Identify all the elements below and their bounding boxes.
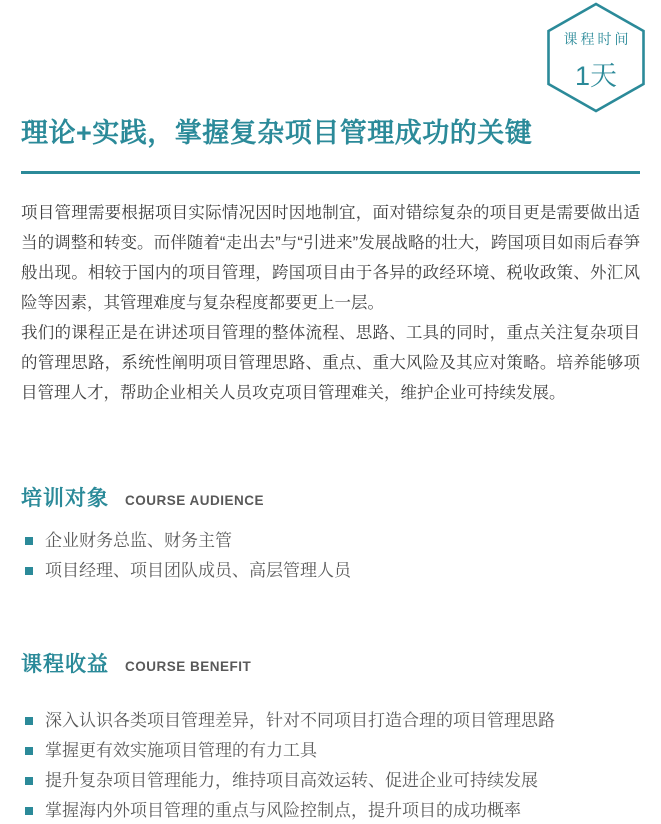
- list-item: [21, 796, 640, 824]
- list-item-text: 提升复杂项目管理能力，维持项目高效运转、促进企业可持续发展: [45, 771, 538, 790]
- intro-text: [21, 198, 640, 408]
- title-divider: [21, 171, 640, 174]
- intro-paragraph-1: 项目管理需要根据项目实际情况因时因地制宜，面对错综复杂的项目更是需要做出适当的调整和转变。而伴随着“走出去”与“引进来”发展战略的壮大，跨国项目如雨后春笋般出现。相较于国内的项目管理，跨国项目由于各异的政经环境、税收政策、外汇风险等因素，其管理难度与复杂程度都要更上一层。: [21, 204, 640, 312]
- section-audience: [21, 486, 640, 586]
- audience-list: [21, 526, 640, 586]
- list-item: [21, 766, 640, 796]
- benefit-list: [21, 706, 640, 824]
- list-item-text: 企业财务总监、财务主管: [45, 531, 232, 550]
- bullet-square-icon: [25, 777, 33, 785]
- section-title-en: COURSE BENEFIT: [125, 659, 252, 674]
- bullet-square-icon: [25, 747, 33, 755]
- content-area: [21, 0, 640, 824]
- section-title-en: COURSE AUDIENCE: [125, 493, 265, 508]
- badge-label: 课程时间: [563, 30, 632, 47]
- bullet-square-icon: [25, 537, 33, 545]
- intro-paragraph-2: 我们的课程正是在讲述项目管理的整体流程、思路、工具的同时，重点关注复杂项目的管理思路，系统性阐明项目管理思路、重点、重大风险及其应对策略。培养能够项目管理人才，帮助企业相关人员攻克项目管理难关，维护企业可持续发展。: [21, 324, 640, 402]
- section-title-zh: 课程收益: [21, 653, 109, 676]
- section-benefit: [21, 652, 640, 824]
- list-item: [21, 706, 640, 736]
- section-title-zh: 培训对象: [21, 487, 109, 510]
- page-title: 理论+实践，掌握复杂项目管理成功的关键: [21, 118, 533, 148]
- list-item: [21, 556, 640, 586]
- bullet-square-icon: [25, 717, 33, 725]
- list-item: [21, 736, 640, 766]
- section-audience-heading: [21, 486, 640, 514]
- list-item-text: 项目经理、项目团队成员、高层管理人员: [45, 561, 351, 580]
- badge-value: 1天: [574, 60, 618, 91]
- list-item-text: 掌握更有效实施项目管理的有力工具: [45, 741, 317, 760]
- list-item: [21, 526, 640, 556]
- list-item-text: 深入认识各类项目管理差异，针对不同项目打造合理的项目管理思路: [45, 711, 555, 730]
- section-benefit-heading: [21, 652, 640, 680]
- list-item-text: 掌握海内外项目管理的重点与风险控制点，提升项目的成功概率: [45, 801, 521, 820]
- bullet-square-icon: [25, 807, 33, 815]
- bullet-square-icon: [25, 567, 33, 575]
